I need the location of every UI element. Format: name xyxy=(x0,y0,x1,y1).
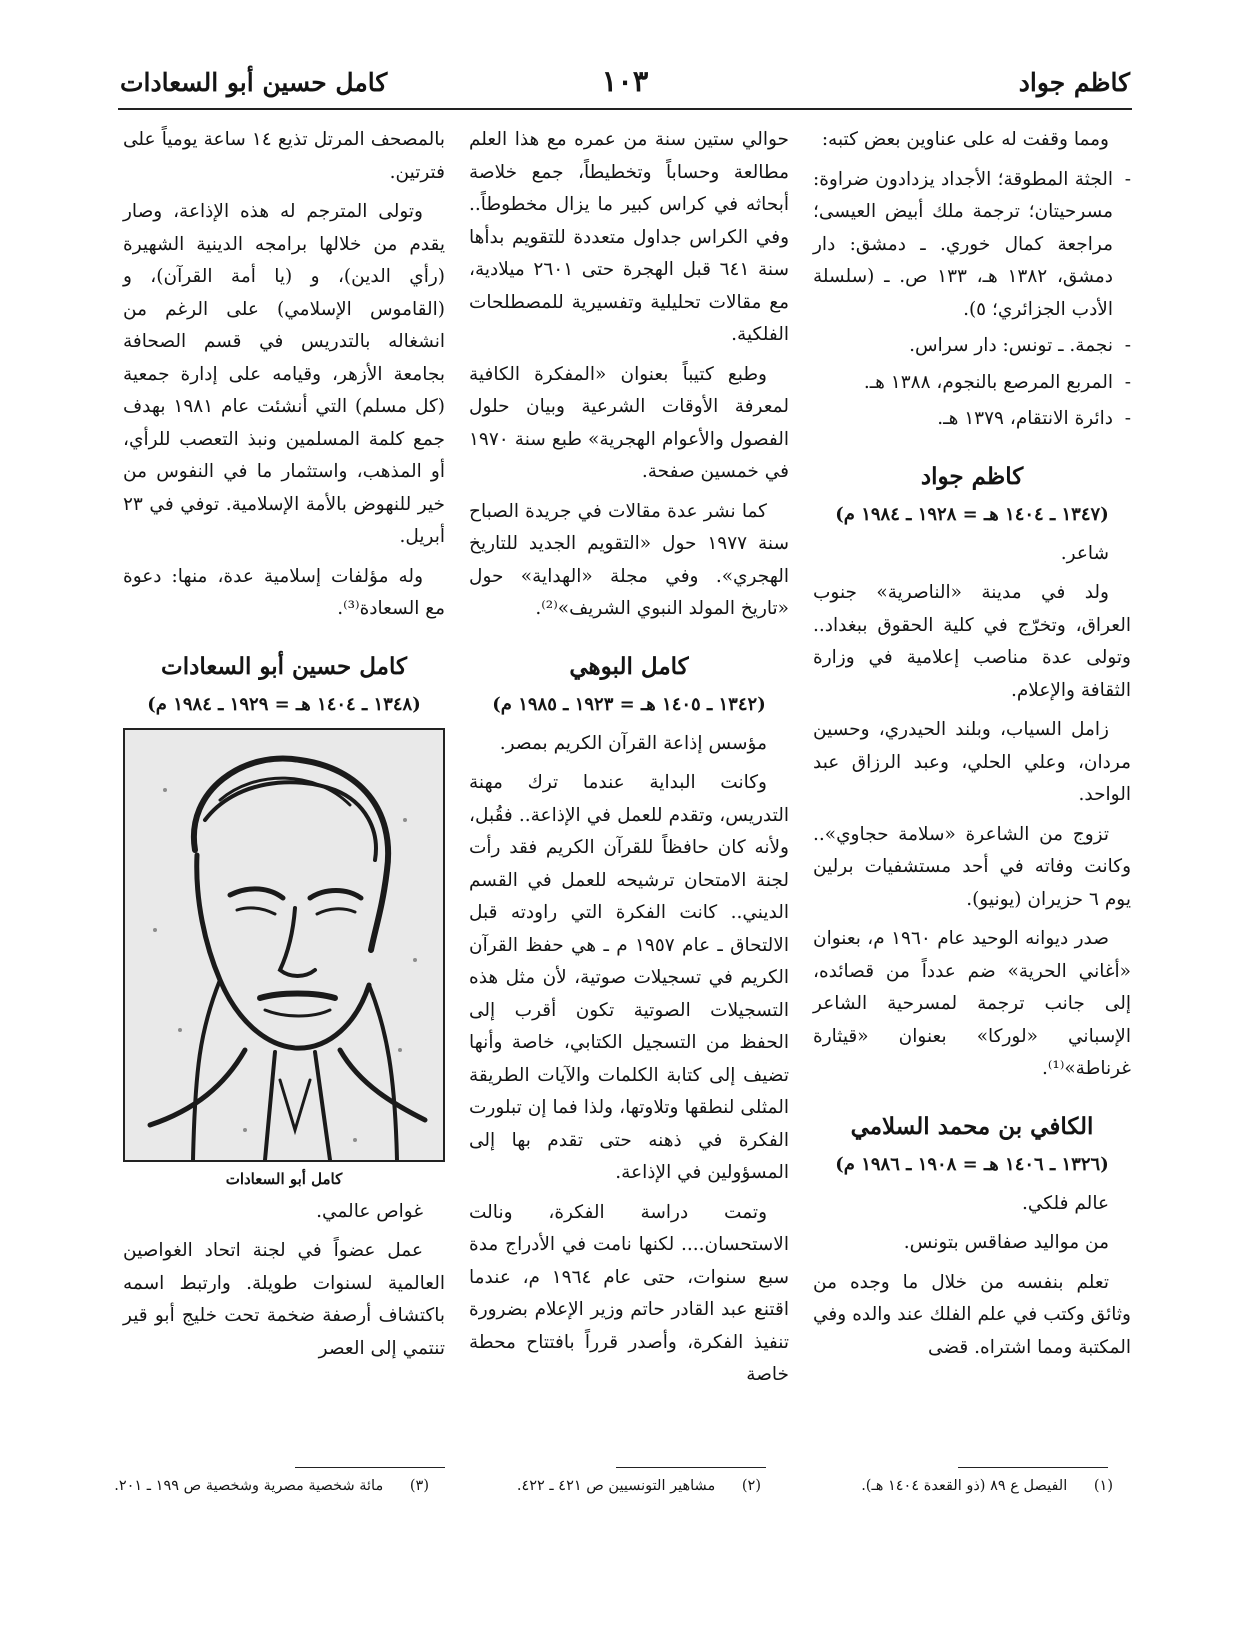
entry-paragraph: زامل السياب، وبلند الحيدري، وحسين مردان، وعلي الحلي، وعبد الرزاق عبد الواحد. xyxy=(813,719,1131,805)
entry-dates-kamil-bouhi: (١٣٤٢ ـ ١٤٠٥ هـ = ١٩٢٣ ـ ١٩٨٥ م) xyxy=(492,693,766,715)
entry-paragraph: تعلم بنفسه من خلال ما وجده من وثائق وكتب في علم الفلك عند والده وفي المكتبة ومما اشتراه. قضى xyxy=(813,1271,1131,1358)
book-item: - دائرة الانتقام، ١٣٧٩ هـ. xyxy=(813,403,1131,436)
paragraph-continued: حوالي ستين سنة من عمره مع هذا العلم مطالعة وحساباً وتخطيطاً، جمع خلاصة أبحاثه في كراس كبير ما يزال مخطوطاً.. وفي الكراس جداول متعددة للتقويم بدأها سنة ٦٤١ قبل الهجرة حتى ٢٦٠١ ميلادية، مع مقالات تحليلية وتفسيرية للمصطلحات الفلكية. xyxy=(469,129,789,345)
column-left xyxy=(123,124,445,1372)
footnote-rule xyxy=(616,1467,766,1468)
entry-title-kamil-bouhi: كامل البوهي xyxy=(569,652,689,680)
footnote-number: (٢) xyxy=(741,1478,761,1494)
paragraph: وطبع كتيباً بعنوان «المفكرة الكافية لمعرفة الأوقات الشرعية وبيان حلول الفصول والأعوام الهجرية» طبع سنة ١٩٧٠ في خمسين صفحة. xyxy=(469,363,789,482)
footnote-3 xyxy=(114,1475,429,1497)
column-right xyxy=(813,124,1131,1371)
book-item: - المربع المرصع بالنجوم، ١٣٨٨ هـ. xyxy=(813,367,1131,400)
entry-paragraph: وتمت دراسة الفكرة، ونالت الاستحسان.... لكنها نامت في الأدراج مدة سبع سنوات، حتى عام ١٩٦٤ م، عندما اقتنع عبد القادر حاتم وزير الإعلام بضرورة تنفيذ الفكرة، وأصدر قرراً بافتتاح محطة خاصة xyxy=(469,1201,789,1385)
footnote-2 xyxy=(517,1475,761,1497)
page-number: ١٠٣ xyxy=(601,64,649,98)
entry-paragraph: صدر ديوانه الوحيد عام ١٩٦٠ م، بعنوان «أغاني الحرية» ضم عدداً من قصائده، إلى جانب ترجمة لمسرحية الشاعر الإسباني «لوركا» بعنوان «قيثارة غرناطة»⁽¹⁾. xyxy=(813,928,1131,1079)
book-item: - نجمة. ـ تونس: دار سراس. xyxy=(813,330,1131,363)
entry-paragraph: من مواليد صفاقس بتونس. xyxy=(903,1232,1109,1253)
column-middle xyxy=(469,124,789,1399)
entry-paragraph: غواص عالمي. xyxy=(316,1200,423,1222)
footnote-text: مائة شخصية مصرية وشخصية ص ١٩٩ ـ ٢٠١. xyxy=(114,1478,384,1494)
footnote-1 xyxy=(861,1475,1113,1497)
entry-dates-kazim-jawad: (١٣٤٧ ـ ١٤٠٤ هـ = ١٩٢٨ ـ ١٩٨٤ م) xyxy=(835,503,1109,525)
footnote-rule xyxy=(958,1467,1108,1468)
entry-title-kazim-jawad: كاظم جواد xyxy=(920,462,1024,490)
footnote-number: (٣) xyxy=(409,1478,429,1494)
entry-title-kafi-salami: الكافي بن محمد السلامي xyxy=(850,1112,1094,1140)
portrait-sketch xyxy=(123,728,445,1162)
running-header xyxy=(120,62,1130,110)
books-intro: ومما وقفت له على عناوين بعض كتبه: xyxy=(821,129,1109,150)
footnote-number: (١) xyxy=(1093,1478,1113,1494)
entry-paragraph: عمل عضواً في لجنة اتحاد الغواصين العالمية لسنوات طويلة. وارتبط اسمه باكتشاف أرصفة ضخمة تحت خليج أبو قير تنتمي إلى العصر xyxy=(123,1240,445,1359)
header-left-title: كامل حسين أبو السعادات xyxy=(120,68,388,97)
entry-paragraph: تزوج من الشاعرة «سلامة حجاوي».. وكانت وفاته في أحد مستشفيات برلين يوم ٦ حزيران (يونيو). xyxy=(813,823,1131,910)
paragraph: كما نشر عدة مقالات في جريدة الصباح سنة ١٩٧٧ حول «التقويم الجديد للتاريخ الهجري». وفي مجلة «الهداية» حول «تاريخ المولد النبوي الشريف»⁽²⁾. xyxy=(469,500,789,619)
entry-paragraph: مؤسس إذاعة القرآن الكريم بمصر. xyxy=(499,732,767,754)
footnote-rule xyxy=(295,1467,445,1468)
books-list xyxy=(813,164,1131,436)
entry-paragraph: وكانت البداية عندما ترك مهنة التدريس، وتقدم للعمل في الإذاعة.. فقُبل، ولأنه كان حافظاً للقرآن الكريم فقد رأت لجنة الامتحان ترشيحه للعمل في القسم الديني.. كانت الفكرة التي راودته قبل الالتحاق ـ عام ١٩٥٧ م ـ هي حفظ القرآن الكريم في تسجيلات صوتية، لأن مثل هذه التسجيلات الصوتية تكون أقرب إلى الحفظ من التسجيل الكتابي، خاصة وأنها تضيف إلى كتابة الكلمات والآيات الطريقة المثلى لنطقها وتلاوتها، ولذا فما إن تبلورت الفكرة في ذهنه حتى تقدم بها إلى المسؤولين في الإذاعة. xyxy=(469,772,789,1183)
entry-dates-kamil-abu-saadat: (١٣٤٨ ـ ١٤٠٤ هـ = ١٩٢٩ ـ ١٩٨٤ م) xyxy=(147,693,421,715)
portrait-drawing xyxy=(125,730,443,1160)
paragraph: وله مؤلفات إسلامية عدة، منها: دعوة مع السعادة⁽³⁾. xyxy=(123,565,445,619)
portrait-caption: كامل أبو السعادات xyxy=(225,1169,343,1188)
paragraph-continued: بالمصحف المرتل تذيع ١٤ ساعة يومياً على فترتين. xyxy=(123,129,445,183)
header-right-title: كاظم جواد xyxy=(1018,68,1130,97)
entry-paragraph: ولد في مدينة «الناصرية» جنوب العراق، وتخرّج في كلية الحقوق ببغداد.. وتولى عدة مناصب إعلامية في وزارة الثقافة والإعلام. xyxy=(813,582,1131,701)
header-rule xyxy=(118,108,1132,110)
entry-paragraph: شاعر. xyxy=(1060,542,1109,564)
entry-title-kamil-abu-saadat: كامل حسين أبو السعادات xyxy=(161,652,407,680)
entry-dates-kafi-salami: (١٣٢٦ ـ ١٤٠٦ هـ = ١٩٠٨ ـ ١٩٨٦ م) xyxy=(835,1153,1109,1175)
footnote-text: مشاهير التونسيين ص ٤٢١ ـ ٤٢٢. xyxy=(516,1478,716,1494)
entry-paragraph: عالم فلكي. xyxy=(1022,1192,1109,1214)
book-item: - الجثة المطوقة؛ الأجداد يزدادون ضراوة: مسرحيتان؛ ترجمة ملك أبيض العيسى؛ مراجعة كمال خوري. ـ دمشق: دار دمشق، ١٣٨٢ هـ، ١٣٣ ص. ـ (سلسلة الأدب الجزائري؛ ٥). xyxy=(813,164,1131,327)
footnote-text: الفيصل ع ٨٩ (ذو القعدة ١٤٠٤ هـ). xyxy=(861,1478,1068,1494)
paragraph: وتولى المترجم له هذه الإذاعة، وصار يقدم من خلالها برامجه الدينية الشهيرة (رأي الدين)، و (يا أمة القرآن)، و (القاموس الإسلامي) على الرغم من انشغاله بالتدريس في قسم الصحافة بجامعة الأزهر، وقيامه على إدارة جمعية (كل مسلم) التي أنشئت عام ١٩٨١ بهدف جمع كلمة المسلمين ونبذ التعصب للرأي، أو المذهب، واستثمار ما في النفوس من خير للنهوض بالأمة الإسلامية. توفي في ٢٣ أبريل. xyxy=(123,201,445,547)
